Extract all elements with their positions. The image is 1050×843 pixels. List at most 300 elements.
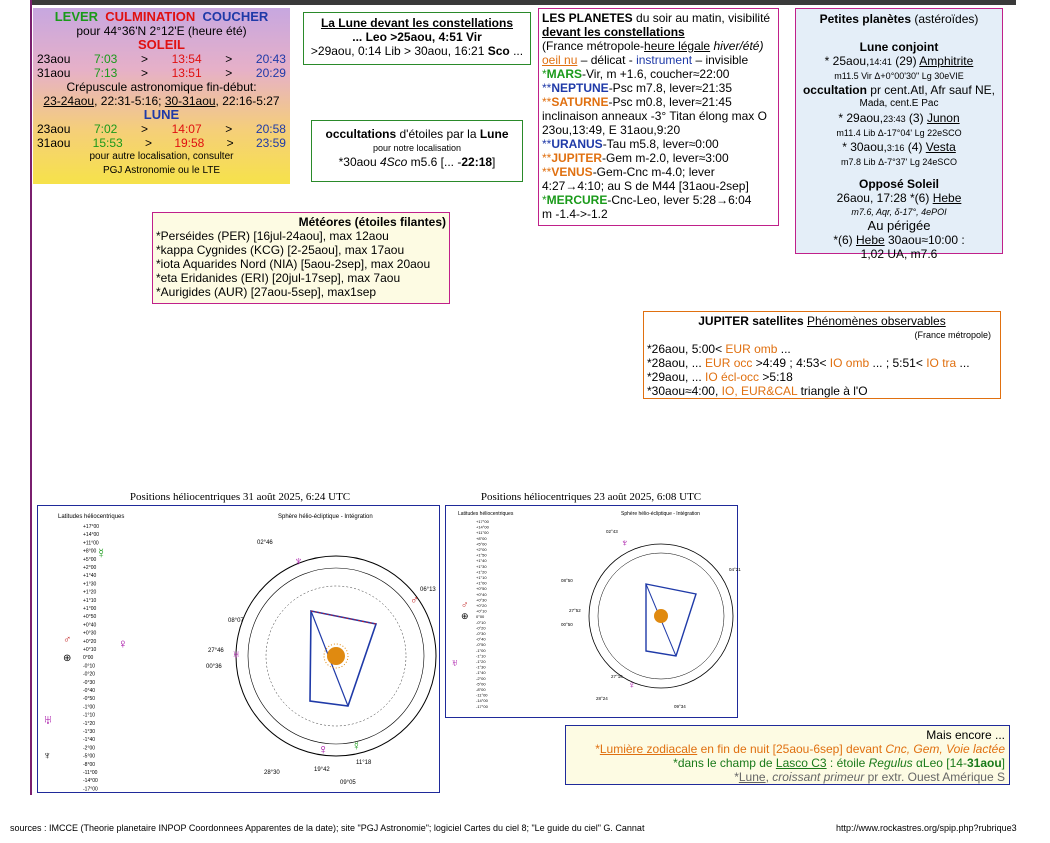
c7c: (4) <box>904 140 926 154</box>
soleil-s1: > <box>140 52 148 66</box>
angle-label: 08°50 <box>561 578 573 583</box>
o2: m7.6, Aqr, δ-17°, 4ePOI <box>851 207 947 217</box>
planet-name: JUPITER <box>551 151 603 165</box>
c7b: 3:16 <box>886 143 905 153</box>
planet-visibility-mark: ** <box>542 137 552 151</box>
uranus-icon: ♅ <box>43 712 53 727</box>
occult-title <box>316 127 518 141</box>
helio1-lat-scale <box>83 524 99 792</box>
soleil-s2: > <box>225 52 233 66</box>
legend-instrument: instrument <box>636 53 693 67</box>
latitude-tick: -2°00 <box>83 745 96 752</box>
latitude-tick: -8°00 <box>476 687 486 692</box>
planet-name: URANUS <box>551 137 603 151</box>
soleil-b: 13:54 <box>171 52 202 66</box>
planet-name: MERCURE <box>546 193 608 207</box>
latitude-tick: +14°00 <box>83 532 100 539</box>
latitude-tick: +5°00 <box>83 556 97 563</box>
soleil-row <box>37 66 286 80</box>
latitude-tick: -5°00 <box>476 681 486 687</box>
mars2-icon: ♂ <box>461 600 469 611</box>
angle-label: 27°52 <box>569 608 581 613</box>
c8: m7.8 Lib Δ-7°37' Lg 24eSCO <box>841 157 957 167</box>
j-l2c: >4:49 ; 4:53< <box>752 356 830 370</box>
planet-detail: -Vir, m +1.6, coucher≈22:00 <box>582 67 730 81</box>
latitude-tick: -1°10 <box>476 653 486 659</box>
angle-label: 02°46 <box>257 540 273 546</box>
angle-label: 08°07 <box>228 618 244 624</box>
meteor-shower: *kappa Cygnides (KCG) [2-25aou], max 17aou <box>156 243 405 257</box>
planetes-t4b: heure légale <box>644 39 711 53</box>
j-l4a: *30aou≈4:00, <box>647 384 722 398</box>
lune-const-title-text: La Lune devant les constellations <box>320 16 514 30</box>
latitude-tick: -17°00 <box>83 786 98 793</box>
planet-detail: 4:27→4:10; au S de M44 [31aou-2sep] <box>542 179 749 193</box>
soleil-c: 20:43 <box>255 52 286 66</box>
footer-url[interactable]: http://www.rockastres.org/spip.php?rubrique3 <box>836 823 1017 833</box>
m-l3c: , <box>765 770 773 784</box>
lune-const-title <box>308 16 526 30</box>
latitude-tick: +5°00 <box>476 541 487 547</box>
amphitrite-link[interactable]: Amphitrite <box>919 54 974 68</box>
j-l4c: triangle à l'O <box>797 384 868 398</box>
occult-t3: Lune <box>479 127 509 141</box>
latitude-tick: 0°00 <box>476 614 485 620</box>
earth-icon: ⊕ <box>63 653 72 664</box>
soleil-s1: > <box>140 66 148 80</box>
c1a: * 25aou, <box>824 54 870 68</box>
helio2-lat-title: Latitudes héliocentriques <box>458 511 514 517</box>
planet-detail: -Tau m5.8, lever≈0:00 <box>602 137 719 151</box>
latitude-tick: -1°00 <box>476 647 486 653</box>
latitude-tick: +1°30 <box>476 563 487 569</box>
lune-conjoint-title: Lune conjoint <box>859 40 939 54</box>
jupiter-t2: Phénomènes observables <box>806 314 946 328</box>
latitude-tick: +11°00 <box>476 530 489 536</box>
meteor-shower: *eta Eridanides (ERI) [20jul-17sep], max 7aou <box>156 271 401 285</box>
uranus2-icon: ♅ <box>451 658 459 669</box>
helio2-lat-scale <box>476 519 490 709</box>
planet-detail: 23ou,13:49, E 31aou,9:20 <box>542 123 681 137</box>
hebe-link-2[interactable]: Hebe <box>855 233 885 247</box>
j-l2f: IO tra <box>926 356 957 370</box>
planetes-t3: devant les constellations <box>542 25 685 39</box>
planetes-t1: LES PLANETES <box>542 11 633 25</box>
occult-t1: occultations <box>325 127 397 141</box>
latitude-tick: +14°00 <box>476 524 489 530</box>
c1b: 14:41 <box>869 57 892 67</box>
latitude-tick: +1°40 <box>83 573 97 580</box>
latitude-tick: -5°00 <box>83 753 96 760</box>
lune-c: 20:58 <box>255 122 286 136</box>
o1a: 26aou, 17:28 *(6) <box>836 191 933 205</box>
latitude-tick: +1°00 <box>476 580 487 586</box>
m-l1c: en fin de nuit [25aou-6sep] devant <box>697 742 886 756</box>
j-l2a: *28aou, ... <box>647 356 706 370</box>
c3a: occultation <box>802 83 867 97</box>
petites-title2: (astéroïdes) <box>911 12 979 26</box>
latitude-tick: -8°00 <box>83 761 96 768</box>
c5c: (3) <box>905 111 927 125</box>
helio1-title: Positions héliocentriques 31 août 2025, 6:24 UTC <box>129 491 351 503</box>
vesta-link[interactable]: Vesta <box>925 140 956 154</box>
latitude-tick: -1°10 <box>83 712 96 719</box>
almanac-box <box>33 8 290 184</box>
latitude-tick: 0°00 <box>83 655 94 662</box>
latitude-tick: +0°50 <box>83 614 97 621</box>
latitude-tick: +1°20 <box>83 589 97 596</box>
helio1-lat-title: Latitudes héliocentriques <box>58 514 125 520</box>
m-l2e: αLeo [14- <box>912 756 967 770</box>
earth2-icon: ⊕ <box>461 611 469 621</box>
j-l1b: EUR omb <box>725 342 778 356</box>
almanac-foot1: pour autre localisation, consulter <box>89 151 234 162</box>
angle-label: 28°30 <box>264 770 280 776</box>
occult-l1d: 22:18 <box>461 155 493 169</box>
occultations-box <box>311 120 523 182</box>
planet-name: MARS <box>546 67 583 81</box>
helio2-sphere <box>589 544 733 688</box>
j-l1a: *26aou, 5:00< <box>647 342 726 356</box>
mais-title: Mais encore ... <box>926 728 1005 742</box>
m-l2a: *dans le champ de <box>673 756 776 770</box>
m-l3d: croissant primeur <box>772 770 865 784</box>
latitude-tick: +0°50 <box>476 586 487 592</box>
meteor-list <box>156 229 446 299</box>
lune-row <box>37 122 286 136</box>
latitude-tick: +8°00 <box>476 535 487 541</box>
m-l2d: Regulus <box>868 756 913 770</box>
latitude-tick: -0°30 <box>83 679 96 686</box>
lune-d: 23aou <box>37 122 71 136</box>
angle-label: 11°18 <box>356 760 372 766</box>
m-l1a: * <box>595 742 600 756</box>
latitude-tick: +2°00 <box>83 565 97 571</box>
planet-detail: -Cnc-Leo, lever 5:28→6:04 <box>607 193 752 207</box>
soleil-row <box>37 52 286 66</box>
planet-detail: -Gem m-2.0, lever≈3:00 <box>602 151 729 165</box>
planet-line <box>542 109 775 123</box>
angle-label: 04°21 <box>729 567 741 572</box>
crepuscule-title: Crépuscule astronomique fin-début: <box>66 80 257 94</box>
meteor-shower: *iota Aquarides Nord (NIA) [5aou-2sep], max 20aou <box>156 257 431 271</box>
latitude-tick: -0°20 <box>476 625 486 631</box>
lune-table <box>37 122 286 150</box>
latitude-tick: +1°20 <box>476 569 487 575</box>
angle-label: 27°46 <box>208 648 224 654</box>
planet-list <box>542 67 775 221</box>
lune-b: 19:58 <box>174 136 205 150</box>
crep2-date: 30-31aou <box>164 94 216 108</box>
planet-line <box>542 95 775 109</box>
crep2-value: , 22:16-5:27 <box>215 94 280 108</box>
lune-const-l2c: ... <box>509 44 524 58</box>
planet-line <box>542 193 775 207</box>
m-l2c: : étoile <box>826 756 869 770</box>
latitude-tick: -1°40 <box>83 737 96 744</box>
j-l2d: IO omb <box>829 356 870 370</box>
helio1-figure <box>37 505 440 793</box>
soleil-s2: > <box>225 66 233 80</box>
soleil-table <box>37 52 286 80</box>
planetes-t2: du soir au matin, visibilité <box>632 11 771 25</box>
latitude-tick: +8°00 <box>83 548 97 555</box>
p1c: 30aou≈10:00 : <box>884 233 965 247</box>
mercury-icon: ☿ <box>96 545 107 561</box>
planet-visibility-mark: ** <box>542 165 552 179</box>
meteor-shower: *Perséides (PER) [16jul-24aou], max 12aou <box>156 229 389 243</box>
latitude-tick: -0°10 <box>83 663 96 670</box>
soleil-c: 20:29 <box>255 66 286 80</box>
crepuscule-values <box>37 94 286 108</box>
m-l3e: pr extr. Ouest Amérique S <box>864 770 1005 784</box>
planet-name: SATURNE <box>551 95 609 109</box>
m-l2b: Lasco C3 <box>775 756 827 770</box>
planet-visibility-mark: ** <box>542 151 552 165</box>
occult-l1e: ] <box>492 155 496 169</box>
neptune-sphere-icon: ♆ <box>294 554 303 568</box>
latitude-tick: -1°00 <box>83 704 96 711</box>
lune-const-l2a: >29aou, 0:14 Lib > 30aou, 16:21 <box>310 44 488 58</box>
latitude-tick: +17°00 <box>476 519 489 524</box>
venus-sphere-icon: ♀ <box>318 741 329 757</box>
legend-delicat: – délicat - <box>577 53 637 67</box>
planet-detail: m -1.4->-1.2 <box>542 207 608 221</box>
helio1-planet-symbols <box>43 545 419 762</box>
angle-label: 28°24 <box>596 696 608 701</box>
latitude-tick: -1°20 <box>476 659 486 664</box>
lune-d: 31aou <box>37 136 71 150</box>
c5b: 23:43 <box>883 114 906 124</box>
latitude-tick: -0°30 <box>476 631 486 636</box>
j-l2g: ... <box>956 356 970 370</box>
j-l3c: >5:18 <box>759 370 793 384</box>
latitude-tick: -0°20 <box>83 671 96 678</box>
latitude-tick: -1°30 <box>83 729 96 735</box>
angle-label: 27°16 <box>611 674 623 679</box>
p2: 1,02 UA, m7.6 <box>860 247 938 261</box>
lune-b: 14:07 <box>171 122 202 136</box>
helio1-svg <box>38 506 441 794</box>
jupiter-box <box>643 311 1001 399</box>
lune-const-line2 <box>308 44 526 58</box>
latitude-tick: -2°00 <box>476 675 486 681</box>
planet-name: VENUS <box>551 165 593 179</box>
c1c: (29) <box>891 54 920 68</box>
latitude-tick: +1°30 <box>83 581 97 588</box>
latitude-tick: +1°40 <box>476 558 487 564</box>
venus2-icon: ♀ <box>628 680 636 691</box>
occult-line1 <box>316 155 518 169</box>
angle-label: 00°36 <box>206 664 222 670</box>
oppose-soleil-title: Opposé Soleil <box>858 177 939 191</box>
angle-label: 02°43 <box>606 529 618 534</box>
angle-label: 09°05 <box>340 780 356 786</box>
soleil-d: 31aou <box>37 66 71 80</box>
helio1-sphere-title: Sphère hélio-écliptique - Intégration <box>278 514 373 520</box>
latitude-tick: +0°20 <box>83 638 97 645</box>
planet-line <box>542 179 775 193</box>
latitude-tick: -1°30 <box>476 664 486 670</box>
junon-link[interactable]: Junon <box>926 111 960 125</box>
latitude-tick: +17°00 <box>83 524 100 530</box>
latitude-tick: -0°40 <box>83 688 96 694</box>
planet-line <box>542 137 775 151</box>
planet-line <box>542 165 775 179</box>
c6: m11.4 Lib Δ-17°04' Lg 22eSCO <box>836 128 962 138</box>
lever-header: LEVER <box>54 9 99 24</box>
soleil-b: 13:51 <box>171 66 202 80</box>
occult-t2: d'étoiles par la <box>396 127 480 141</box>
angle-label: 06°13 <box>420 587 436 593</box>
latitude-tick: -1°20 <box>83 720 96 727</box>
occult-l1b: 4Sco <box>379 155 408 169</box>
c3b: pr cent.Atl, Afr sauf NE, <box>866 83 996 97</box>
lune-a: 15:53 <box>92 136 123 150</box>
lune-a: 7:02 <box>94 122 118 136</box>
planetes-t4a: (France métropole- <box>542 39 645 53</box>
planetes-t4c: hiver/été) <box>710 39 764 53</box>
m-l2f: 31aou <box>966 756 1002 770</box>
hebe-link-1[interactable]: Hebe <box>932 191 962 205</box>
petites-planetes-box <box>795 8 1003 261</box>
planet-detail: inclinaison anneaux -3° Titan élong max O <box>542 109 767 123</box>
lune-const-line1: ... Leo >25aou, 4:51 Vir <box>352 30 482 44</box>
occult-l1c: m5.6 [... - <box>407 155 462 169</box>
j-l3a: *29aou, ... <box>647 370 706 384</box>
planet-line <box>542 207 775 221</box>
meteor-shower: *Aurigides (AUR) [27aou-5sep], max1sep <box>156 285 377 299</box>
culmination-header: CULMINATION <box>105 9 196 24</box>
neptune-icon: ♆ <box>43 750 52 762</box>
m-l1d: Cnc, Gem, Voie lactée <box>885 742 1005 756</box>
latitude-tick: +0°30 <box>83 630 97 637</box>
latitude-tick: -1°40 <box>476 670 486 676</box>
latitude-tick: +0°40 <box>83 622 97 629</box>
latitude-tick: -11°00 <box>83 770 98 776</box>
latitude-tick: +1°50 <box>476 552 487 558</box>
lune-s1: > <box>140 122 148 136</box>
legend-invisible: – invisible <box>692 53 749 67</box>
planet-name: NEPTUNE <box>551 81 609 95</box>
angle-label: 00°50 <box>561 622 573 627</box>
latitude-tick: -0°50 <box>83 696 96 703</box>
soleil-a: 7:13 <box>94 66 118 80</box>
lune-title: LUNE <box>143 107 180 122</box>
angle-label: 09°34 <box>674 704 686 709</box>
p1a: *(6) <box>833 233 856 247</box>
lune-s2: > <box>225 122 233 136</box>
planet-line <box>542 67 775 81</box>
planet-visibility-mark: * <box>542 67 547 81</box>
j-l4b: IO, EUR&CAL <box>721 384 798 398</box>
latitude-tick: +0°40 <box>476 591 487 597</box>
helio2-figure <box>445 505 741 718</box>
top-strip <box>30 0 1016 5</box>
uranus-sphere-icon: ♅ <box>232 649 241 661</box>
helio2-angle-labels <box>561 529 741 709</box>
soleil-d: 23aou <box>37 52 71 66</box>
latitude-tick: +1°10 <box>476 575 487 580</box>
jupiter-t1: JUPITER satellites <box>698 314 804 328</box>
c5a: * 29aou, <box>838 111 884 125</box>
crep1-date: 23-24aou <box>43 94 95 108</box>
neptune2-icon: ♆ <box>621 538 629 549</box>
m-l3a: * <box>734 770 739 784</box>
almanac-foot2: PGJ Astronomie ou le LTE <box>102 165 221 176</box>
m-l2g: ] <box>1001 756 1005 770</box>
latitude-tick: -14°00 <box>83 778 98 785</box>
perigee-title: Au périgée <box>867 218 931 233</box>
meteores-box <box>152 212 450 304</box>
latitude-tick: -0°40 <box>476 636 486 642</box>
planet-line <box>542 123 775 137</box>
latitude-tick: -17°00 <box>476 703 488 709</box>
planet-detail: -Gem-Cnc m-4.0; lever <box>592 165 715 179</box>
crep1-value: , 22:31-5:16; <box>94 94 165 108</box>
meteores-title: Météores (étoiles filantes) <box>298 215 446 229</box>
soleil-a: 7:03 <box>94 52 118 66</box>
jupiter-sub: (France métropole) <box>914 330 991 340</box>
location-text: pour 44°36'N 2°12'E (heure été) <box>76 24 247 38</box>
lune-row <box>37 136 286 150</box>
j-l2e: ... ; 5:51< <box>869 356 927 370</box>
planet-detail: -Psc m7.8, lever≈21:35 <box>608 81 732 95</box>
j-l3b: IO écl-occ <box>705 370 760 384</box>
planet-visibility-mark: ** <box>542 95 552 109</box>
mercury-sphere-icon: ☿ <box>352 739 361 753</box>
angle-label: 19°42 <box>314 767 330 773</box>
c4: Mada, cent.E Pac <box>859 98 939 109</box>
latitude-tick: +0°10 <box>476 608 487 614</box>
coucher-header: COUCHER <box>202 9 269 24</box>
mais-encore-box <box>565 725 1010 785</box>
planet-visibility-mark: ** <box>542 81 552 95</box>
planetes-box <box>538 8 779 226</box>
latitude-tick: -11°00 <box>476 692 488 698</box>
mars-icon: ♂ <box>63 634 72 646</box>
latitude-tick: +0°10 <box>83 647 97 653</box>
lune-s2: > <box>226 136 234 150</box>
footer-sources: sources : IMCCE (Theorie planetaire INPOP Coordonnees Apparentes de la date); site "PGJ Astronomie"; logiciel Cartes du ciel 8; "Le guide du ciel" G. Cannat <box>10 823 645 833</box>
mars-sphere-icon: ♂ <box>410 593 419 607</box>
planet-detail: -Psc m0.8, lever≈21:45 <box>608 95 732 109</box>
lune-const-l2b: Sco <box>487 44 510 58</box>
occult-sub: pour notre localisation <box>372 143 462 153</box>
c2: m11.5 Vir Δ+0°00'30" Lg 30eVIE <box>834 71 964 81</box>
latitude-tick: -0°50 <box>476 642 486 648</box>
latitude-tick: +0°20 <box>476 603 487 608</box>
latitude-tick: -14°00 <box>476 698 488 704</box>
planet-line <box>542 151 775 165</box>
m-l3b: Lune <box>738 770 766 784</box>
latitude-tick: +1°10 <box>83 597 97 604</box>
lune-c: 23:59 <box>255 136 286 150</box>
lune-s1: > <box>145 136 153 150</box>
j-l1c: ... <box>777 342 791 356</box>
helio2-svg <box>446 506 739 719</box>
left-rule <box>30 0 32 795</box>
latitude-tick: -0°10 <box>476 619 486 625</box>
latitude-tick: +1°00 <box>83 606 97 612</box>
occult-l1a: *30aou <box>338 155 380 169</box>
legend-oeil-nu: oeil nu <box>542 53 578 67</box>
latitude-tick: +11°00 <box>83 540 99 547</box>
latitude-tick: +2°00 <box>476 547 487 552</box>
helio2-title: Positions héliocentriques 23 août 2025, 6:08 UTC <box>480 491 702 503</box>
venus-icon: ♀ <box>118 636 128 651</box>
helio1-sphere <box>236 556 436 756</box>
